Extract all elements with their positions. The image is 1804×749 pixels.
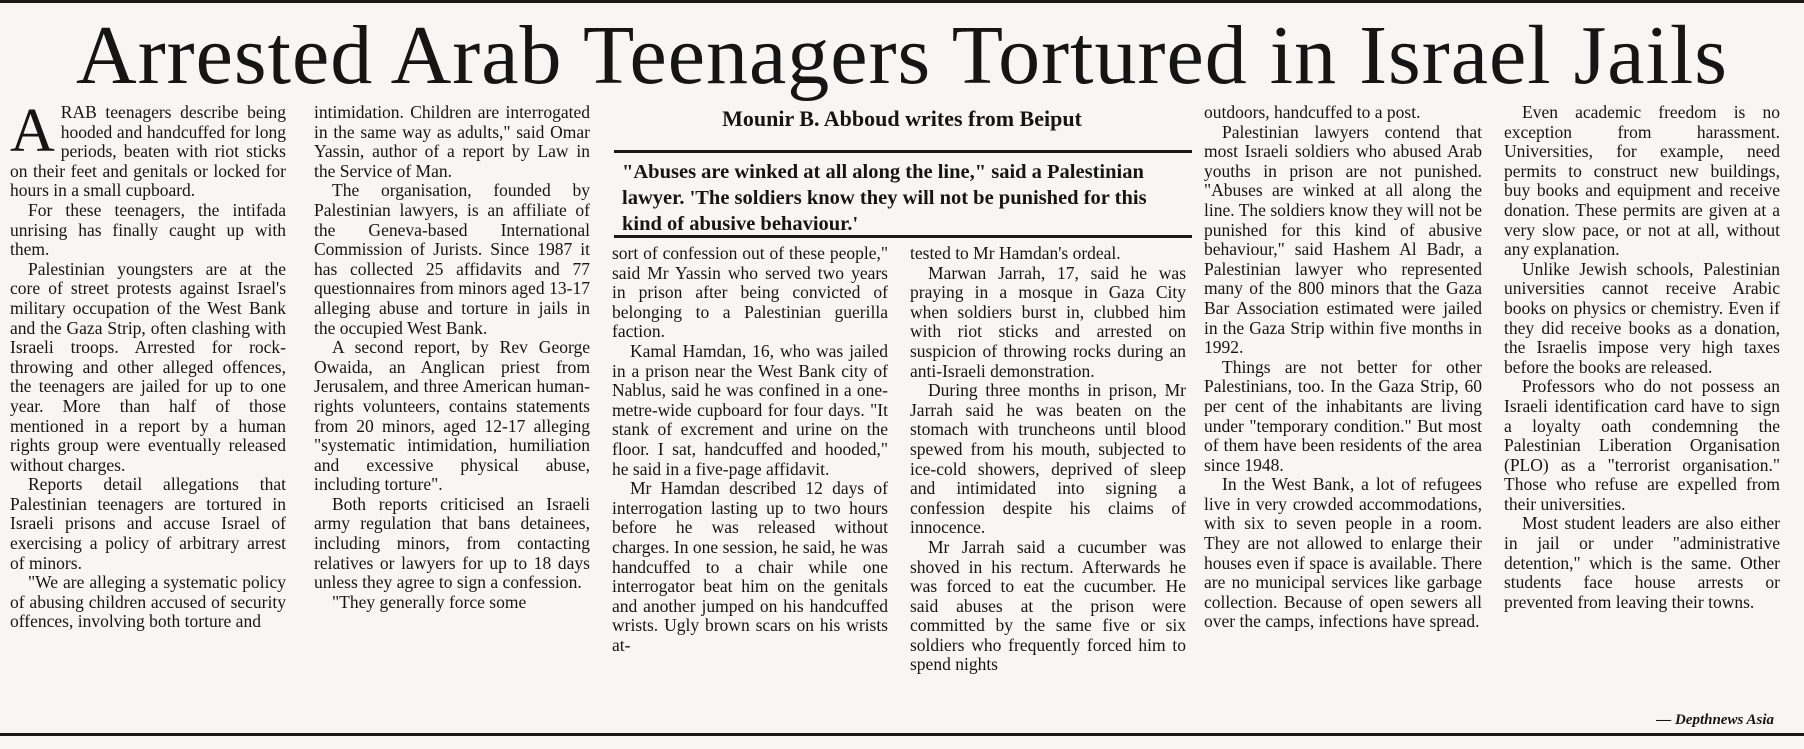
paragraph: Marwan Jarrah, 17, said he was praying in a mosque in Gaza City when soldiers burst in, clubbed him with riot sticks and arrested on suspicion of throwing rocks during an anti-Israeli demonstration. — [910, 262, 1186, 381]
paragraph: outdoors, handcuffed to a post. — [1204, 103, 1421, 122]
paragraph: Palestinian lawyers contend that most Israeli soldiers who abused Arab youths in prison are not punished. "Abuses are winked at all along the line. The soldiers know they will not be punished for this kind of abusive behaviour," said Hashem Al Badr, a Palestinian lawyer who represented many of the 800 minors that the Gaza Bar Association estimated were jailed in the Gaza Strip within five months in 1992. — [1204, 121, 1482, 358]
paragraph: intimidation. Children are interrogated in the same way as adults," said Omar Yassin, author of a report by Law in the Service of Man. — [314, 103, 590, 181]
paragraph: Things are not better for other Palestinians, too. In the Gaza Strip, 60 per cent of the inhabitants are living under "temporary condition." But most of them have been residents of the area since 1948. — [1204, 356, 1482, 475]
top-rule — [0, 0, 1804, 3]
article-column-2 — [314, 103, 590, 733]
paragraph: For these teenagers, the intifada unrising has finally caught up with them. — [10, 199, 286, 260]
paragraph: Unlike Jewish schools, Palestinian universities cannot receive Arabic books on physics or chemistry. Even if they did receive books as a donation, the Israelis impose very high taxes before the books are released. — [1504, 258, 1780, 377]
paragraph: Most student leaders are also either in jail or under "administrative detention," which is the same. Other students face house arrests or prevented from leaving their towns. — [1504, 513, 1780, 612]
article-column-5 — [1204, 103, 1482, 733]
paragraph: During three months in prison, Mr Jarrah said he was beaten on the stomach with truncheons until blood spewed from his mouth, subjected to ice-cold showers, deprived of sleep and intimidated into signing a confession despite his claims of innocence. — [910, 380, 1186, 538]
pull-quote: "Abuses are winked at all along the line," said a Palestinian lawyer. 'The soldiers know they will not be punished for this kind of abusive behaviour.' — [614, 150, 1192, 238]
paragraph: Kamal Hamdan, 16, who was jailed in a prison near the West Bank city of Nablus, said he was confined in a one-metre-wide cupboard for four days. "It stank of excrement and urine on the floor. I sat, handcuffed and hooded," he said in a five-page affidavit. — [612, 340, 888, 479]
paragraph: A second report, by Rev George Owaida, an Anglican priest from Jerusalem, and three American human-rights volunteers, contains statements from 20 minors, aged 12-17 alleging "systematic intimidation, humiliation and excessive physical abuse, including torture". — [314, 337, 590, 495]
paragraph: Palestinian youngsters are at the core of street protests against Israel's military occupation of the West Bank and the Gaza Strip, often clashing with Israeli troops. Arrested for rock-throwing and other alleged offences, the teenagers are jailed for up to one year. More than half of those mentioned in a report by a human rights group were eventually released without charges. — [10, 258, 286, 475]
paragraph: The organisation, founded by Palestinian lawyers, is an affiliate of the Geneva-based International Commission of Jurists. Since 1987 it has collected 25 affidavits and 77 questionnaires from minors aged 13-17 alleging abuse and torture in jails in the occupied West Bank. — [314, 180, 590, 338]
paragraph: Mr Jarrah said a cucumber was shoved in his rectum. Afterwards he was forced to eat the cucumber. He said abuses at the prison were committed by the same five or six soldiers who frequently forced him to spend nights — [910, 536, 1186, 675]
paragraph: Both reports criticised an Israeli army regulation that bans detainees, including minors, from contacting relatives or lawyers for up to 18 days unless they agree to sign a confession. — [314, 493, 590, 593]
paragraph: Reports detail allegations that Palestinian teenagers are tortured in Israeli prisons and accuse Israel of exercising a policy of arbitrary arrest of minors. — [10, 474, 286, 573]
article-column-4 — [910, 244, 1186, 733]
wire-credit: — Depthnews Asia — [1656, 712, 1774, 728]
paragraph: Professors who do not possess an Israeli identification card have to sign a loyalty oath condemning the Palestinian Liberation Organisation (PLO) as a "terrorist organisation." Those who refuse are expelled from their universities. — [1504, 376, 1780, 514]
article-column-6 — [1504, 103, 1780, 709]
paragraph: In the West Bank, a lot of refugees live in very crowded accommodations, with six to seven people in a room. They are not allowed to enlarge their houses even if space is available. There are no municipal services like garbage collection. Because of open sewers all over the camps, infections have spread. — [1204, 474, 1482, 632]
article-column-1 — [10, 103, 286, 733]
paragraph: "They generally force some — [332, 591, 527, 612]
drop-cap: A — [10, 103, 55, 165]
paragraph: Mr Hamdan described 12 days of interrogation lasting up to two hours before he was released without charges. In one session, he said, he was handcuffed to a chair while one interrogator beat him on the genitals and another jumped on his handcuffed wrists. Ugly brown scars on his wrists at- — [612, 478, 888, 655]
paragraph: sort of confession out of these people," said Mr Yassin who served two years in prison after being convicted of belonging to a Palestinian guerilla faction. — [612, 244, 888, 342]
byline: Mounir B. Abboud writes from Beiput — [722, 106, 1082, 131]
paragraph: Even academic freedom is no exception from harassment. Universities, for example, need permits to construct new buildings, buy books and equipment and receive donation. These permits are given at a very slow pace, or not at all, without any explanation. — [1504, 103, 1780, 260]
headline: Arrested Arab Teenagers Tortured in Israel Jails — [76, 9, 1728, 102]
paragraph: tested to Mr Hamdan's ordeal. — [910, 244, 1121, 263]
article-column-3 — [612, 244, 888, 733]
lead-paragraph: ARAB teenagers describe being hooded and handcuffed for long periods, beaten with riot sticks on their feet and genitals or locked for hours in a small cupboard. — [10, 103, 286, 201]
paragraph: "We are alleging a systematic policy of abusing children accused of security offences, involving both torture and — [10, 572, 286, 632]
bottom-rule — [0, 733, 1804, 736]
